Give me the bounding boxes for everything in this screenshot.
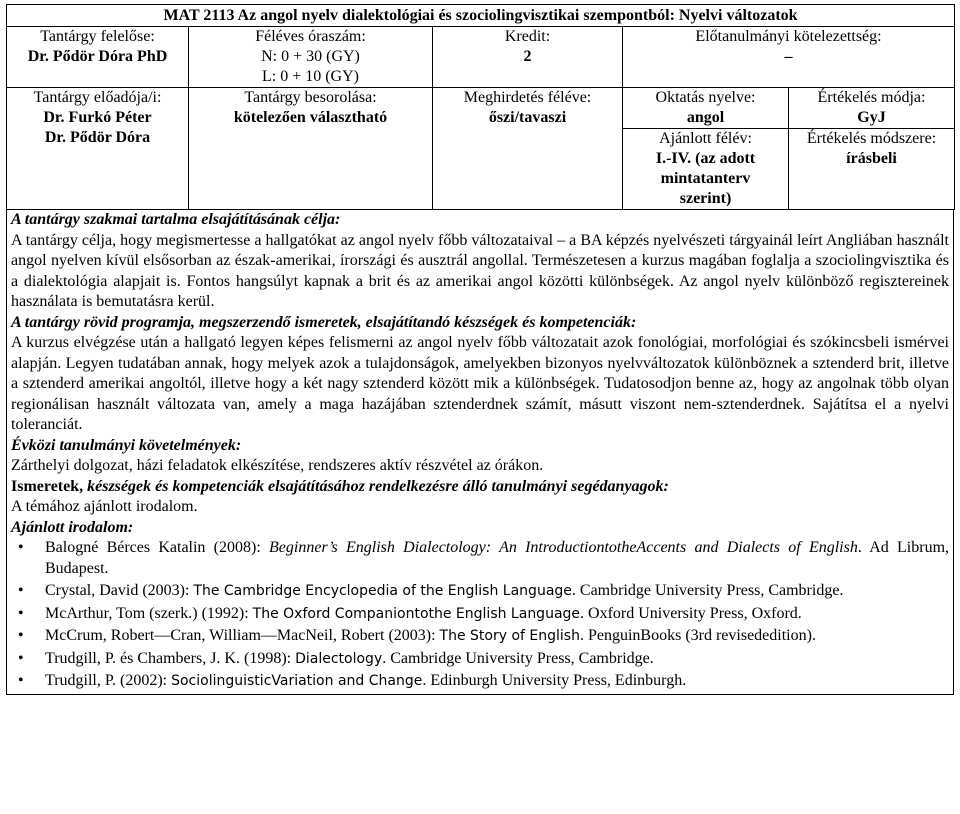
- reference-author: Trudgill, P. (2002):: [45, 672, 172, 689]
- list-item: [45, 671, 949, 692]
- credit-label: Kredit:: [504, 28, 551, 45]
- assessment-cell: [789, 88, 955, 129]
- lecturer-2: Dr. Pődör Dóra: [44, 129, 151, 146]
- course-owner-cell: [7, 27, 189, 88]
- reference-publisher: . Cambridge University Press, Cambridge.: [571, 582, 844, 599]
- lecturer-1: Dr. Furkó Péter: [43, 109, 152, 126]
- semester-hours-correspondence: L: 0 + 10 (GY): [261, 68, 359, 85]
- course-description-page: [6, 4, 954, 695]
- reference-author: McCrum, Robert—Cran, William—MacNeil, Robert (2003):: [45, 627, 440, 644]
- classification-cell: [189, 88, 433, 210]
- course-title: MAT 2113 Az angol nyelv dialektológiai és szociolingvisztikai szempontból: Nyelvi változatok: [7, 5, 955, 27]
- goal-text: A tantárgy célja, hogy megismertesse a hallgatókat az angol nyelv főbb változataival – a BA képzés nyelvészeti tárgyainál leírt Angliában használt angol nyelven kívül elsősorban az észak-amerikai, írországi és ausztrál angollal. Természetesen a kurzus magában foglalja a szociolingvisztika és a dialektológia alapjait is. Fontos hangsúlyt kapnak a brit és az amerikai angol közötti különbségek. Az angol nyelv különböző regisztereinek használata is bemutatásra kerül.: [11, 231, 949, 310]
- materials-heading-part-1: Ismeretek,: [11, 477, 84, 495]
- lecturers-label: Tantárgy előadója/i:: [33, 89, 162, 106]
- materials-heading-part-2: készségek és kompetenciák elsajátításához rendelkezésre álló tanulmányi segédanyagok:: [83, 477, 669, 495]
- reference-title: The Story of English: [439, 628, 580, 644]
- materials-heading: [11, 477, 949, 498]
- assessment-method-value: írásbeli: [846, 150, 897, 167]
- list-item: [45, 649, 949, 670]
- program-heading: A tantárgy rövid programja, megszerzendő ismeretek, elsajátítandó készségek és kompetenciák:: [11, 313, 637, 331]
- requirements-text: Zárthelyi dolgozat, házi feladatok elkészítése, rendszeres aktív részvétel az órákon.: [11, 457, 544, 474]
- requirements-heading: Évközi tanulmányi követelmények:: [11, 436, 242, 454]
- reference-publisher: . Edinburgh University Press, Edinburgh.: [422, 672, 687, 689]
- reference-title: Beginner’s English Dialectology: An IntroductiontotheAccents and Dialects of English: [269, 539, 858, 556]
- reference-title: The Cambridge Encyclopedia of the English Language: [193, 583, 572, 599]
- reference-title: The Oxford Companiontothe English Language: [252, 605, 581, 622]
- reference-publisher: . PenguinBooks (3rd revisededition).: [579, 627, 816, 644]
- literature-heading: Ajánlott irodalom:: [11, 518, 134, 536]
- reference-author: Trudgill, P. és Chambers, J. K. (1998):: [45, 649, 296, 667]
- prerequisite-value: –: [784, 48, 793, 65]
- course-owner-value: Dr. Pődör Dóra PhD: [27, 48, 168, 65]
- list-item: [45, 604, 949, 625]
- list-item: [45, 626, 949, 647]
- announcement-semester-value: őszi/tavaszi: [488, 109, 567, 126]
- reference-publisher: . Oxford University Press, Oxford.: [580, 604, 802, 622]
- classification-label: Tantárgy besorolása:: [244, 89, 377, 106]
- classification-value: kötelezően választható: [233, 109, 388, 126]
- lecturers-cell: [7, 88, 189, 210]
- semester-hours-cell: [189, 27, 433, 88]
- semester-hours-label: Féléves óraszám:: [255, 28, 366, 45]
- reference-author: Crystal, David (2003):: [45, 582, 194, 599]
- reference-publisher: . Ad Librum, Budapest.: [45, 539, 950, 577]
- recommended-semester-value-2: mintatanterv: [660, 170, 751, 187]
- recommended-semester-value-1: I.-IV. (az adott: [655, 150, 756, 167]
- semester-hours-day: N: 0 + 30 (GY): [261, 48, 360, 65]
- program-text: A kurzus elvégzése után a hallgató legyen képes felismerni az angol nyelv főbb változatait azok fonológiai, morfológiai és szókincsbeli ismérvei alapján. Legyen tudatában annak, hogy melyek azok a tulajdonságok, amelyekben bizonyos nyelvváltozatok különböznek a sztenderd brit, illetve a sztenderd amerikai angoltól, illetve hogy a két nagy sztenderd között mik a különbségek. Tudatosodjon benne az, hogy az angolnak több olyan regionálisan használt változata van, amely a maga hazájában sztenderdnek számít, másutt viszont nem-sztenderdnek. Sajátítsa el a nyelvi toleranciát.: [11, 334, 949, 433]
- language-value: angol: [686, 109, 725, 126]
- credit-value: 2: [523, 48, 532, 65]
- prerequisite-label: Előtanulmányi kötelezettség:: [695, 28, 882, 45]
- reference-author: Balogné Bérces Katalin (2008):: [45, 539, 270, 556]
- goal-heading: A tantárgy szakmai tartalma elsajátításának célja:: [11, 211, 341, 228]
- list-item: [45, 581, 949, 602]
- recommended-semester-value-3: szerint): [679, 190, 732, 207]
- reference-author: McArthur, Tom (szerk.) (1992):: [45, 604, 253, 622]
- assessment-method-cell: [789, 129, 955, 210]
- course-owner-label: Tantárgy felelőse:: [40, 28, 155, 45]
- materials-text: A témához ajánlott irodalom.: [11, 498, 198, 515]
- announcement-semester-label: Meghirdetés féléve:: [463, 89, 592, 106]
- language-label: Oktatás nyelve:: [655, 89, 756, 106]
- list-item: [45, 538, 949, 579]
- recommended-semester-cell: [623, 129, 789, 210]
- assessment-method-label: Értékelés módszere:: [806, 130, 937, 147]
- reference-publisher: . Cambridge University Press, Cambridge.: [382, 649, 654, 667]
- recommended-semester-label: Ajánlott félév:: [659, 130, 752, 147]
- reference-title: SociolinguisticVariation and Change: [171, 673, 423, 689]
- course-info-table: [6, 4, 955, 210]
- language-cell: [623, 88, 789, 129]
- assessment-value: GyJ: [857, 109, 886, 126]
- prerequisite-cell: [623, 27, 955, 88]
- literature-list: [11, 538, 949, 692]
- credit-cell: [433, 27, 623, 88]
- reference-title: Dialectology: [295, 650, 383, 667]
- course-content: [6, 210, 954, 695]
- announcement-semester-cell: [433, 88, 623, 210]
- assessment-label: Értékelés módja:: [817, 89, 926, 106]
